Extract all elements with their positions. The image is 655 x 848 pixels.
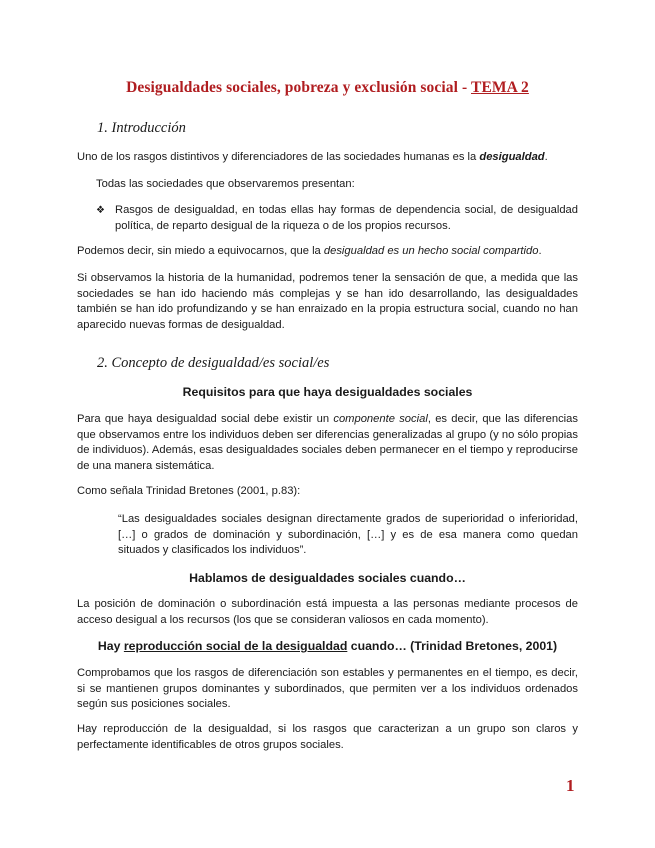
subheading-requisitos: Requisitos para que haya desigualdades sociales: [182, 385, 473, 399]
section-1-paragraph-3: Podemos decir, sin miedo a equivocarnos, que la desigualdad es un hecho social compartido.: [77, 245, 542, 257]
section-2-paragraph-5: Hay reproducción de la desigualdad, si los rasgos que caracterizan a un grupo son claros y perfectamente identificables de otros grupos sociales.: [77, 723, 578, 751]
section-2-paragraph-4: Comprobamos que los rasgos de diferenciación son estables y permanentes en el tiempo, es decir, si se mantienen grupos dominantes y subordinados, que permiten ver a los individuos ordenados según sus posiciones sociales.: [77, 667, 578, 710]
document-title: [77, 79, 578, 97]
block-quote: “Las desigualdades sociales designan directamente grados de superioridad o inferioridad, […] o grados de dominación y subordinación, […] y es de esa manera como quedan situados y clasificados los individuos”.: [118, 513, 578, 556]
title-main: Desigualdades sociales, pobreza y exclusión social -: [126, 79, 471, 96]
section-1-paragraph-2: Todas las sociedades que observaremos presentan:: [96, 178, 355, 190]
subheading-reproduccion: Hay reproducción social de la desigualdad cuando… (Trinidad Bretones, 2001): [97, 639, 558, 653]
diamond-bullet-icon: ❖: [96, 205, 105, 216]
subheading-hablamos: Hablamos de desigualdades sociales cuando…: [189, 571, 466, 585]
title-tema-link[interactable]: TEMA 2: [471, 79, 529, 96]
section-2-paragraph-1: Para que haya desigualdad social debe existir un componente social, es decir, que las diferencias que observamos entre los individuos deben ser diferencias generalizadas al grupo (y no sólo propias de individuos). Además, esas desigualdades sociales deben permanecer en el tiempo y reproducirse de una manera sistemática.: [77, 413, 578, 472]
emphasis-hecho-social: desigualdad es un hecho social compartido: [323, 245, 539, 257]
section-2-paragraph-3: La posición de dominación o subordinación está impuesta a las personas mediante procesos de acceso desigual a los recursos (los que se consideran valiosos en cada momento).: [77, 598, 578, 626]
underlined-reproduccion: reproducción social de la desigualdad: [123, 639, 348, 653]
page-number: 1: [566, 776, 575, 795]
section-2-heading: 2. Concepto de desigualdad/es social/es: [97, 355, 330, 371]
section-2-paragraph-2: Como señala Trinidad Bretones (2001, p.83):: [77, 485, 301, 497]
emphasis-componente-social: componente social: [333, 413, 428, 425]
section-1-heading: 1. Introducción: [97, 120, 186, 136]
bullet-text: Rasgos de desigualdad, en todas ellas hay formas de dependencia social, de desigualdad política, de reparto desigual de la riqueza o de los propios recursos.: [115, 204, 578, 232]
emphasis-desigualdad: desigualdad: [479, 151, 545, 163]
section-1-paragraph-1: Uno de los rasgos distintivos y diferenciadores de las sociedades humanas es la desigualdad.: [77, 151, 548, 163]
section-1-paragraph-4: Si observamos la historia de la humanidad, podremos tener la sensación de que, a medida que las sociedades se han ido haciendo más complejas y se han ido desarrollando, las desigualdades también se han ido profundizando y se han enraizado en la propia estructura social, cuando no han aparecido nuevas formas de desigualdad.: [77, 272, 578, 331]
